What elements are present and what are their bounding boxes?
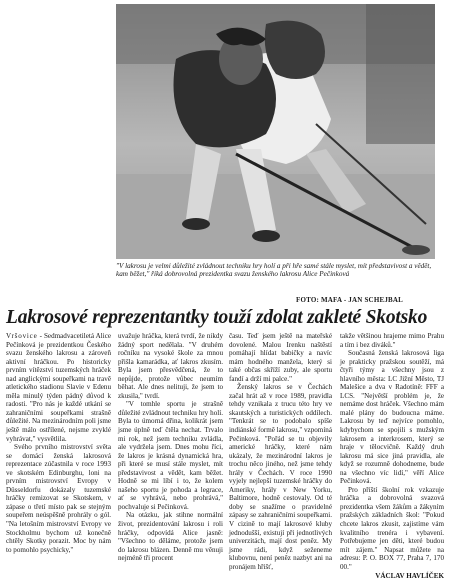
article-column-3 bbox=[229, 332, 332, 571]
article-column-2 bbox=[118, 332, 223, 563]
lacrosse-photo bbox=[116, 4, 435, 259]
photo-credit: FOTO: MAFA - JAN SCHEJBAL bbox=[296, 296, 404, 304]
lacrosse-players-image bbox=[116, 4, 435, 259]
paragraph: Ženský lakros se v Čechách začal hrát až v roce 1989, pravidla tehdy vznikala z trucu této hry ve skautských a turistických oddílech. "Tenkrát se to podobalo spíše indiánské formě lakrosu," vzpomíná Pečinková. "Pořád se tu objevily americké hráčky, které nám ukázaly, že mezinárodní lakros je trochu něco jiného, než jsme tehdy hrály v Čechách. V roce 1990 vyjely nejlepší tuzemské hráčky do Ameriky, hrály v New Yorku, Baltimore, hodně cestovaly. Od té doby se snažíme o pravidelné zápasy se zahraničními soupeřkami. V cizině to mají lakrosové kluby jednodušší, existují při jednotlivých univerzitách, mají dost peněz. My jsme rádi, když seženeme klubovnu, není peněz nazbyt ani na pronájem hřišť, bbox=[229, 383, 332, 571]
dateline: Vršovice bbox=[6, 332, 38, 340]
article-headline: Lakrosové reprezentantky touží zdolat zakleté Skotsko bbox=[6, 307, 428, 328]
article-author: VÁCLAV HAVLÍČEK bbox=[375, 572, 444, 581]
paragraph: Současná ženská lakrosová liga je prakticky pražskou soutěží, má čtyři týmy a všechny jsou z hlavního města: LC Jižní Město, TJ Malešice a dva v Radotíně: FFF a LCS. "Největší problém je, že nemáme dost hráček. Všechno mám malé plány do budoucna máme. Lakrosu by teď nejvíce pomohlo, kdybychom se spojili s mužským lakrosem a interkrosem, který se hraje v tělocvičně. Každý druh lakrosu má sice jiná pravidla, ale když se rozumně dohodneme, bude na všechno víc lidí," věří Alice Pečinková. bbox=[340, 349, 444, 486]
left-margin-blank bbox=[0, 0, 110, 300]
article-column-1 bbox=[6, 332, 111, 554]
paragraph: takže většinou hrajeme mimo Prahu a tím i bez diváků." bbox=[340, 332, 444, 349]
paragraph-text: - Sedmadvacetiletá Alice Pečínková je prezidentkou Českého svazu ženského lakrosu a zároveň aktivní hráčkou. Po historicky prvním vítězství tuzemských hráček nad anglickými soupeřkami na travě atletického stadionu Slavie v Edenu měla minulý týden pádný důvod k radosti. "Pro nás je každé utkání se zahraničními soupeřkami strašně důležité. Na mezinárodním poli jsme ještě málo ostřílené, nejsme zvyklé vyhrávat," vysvětlila. bbox=[6, 332, 111, 443]
paragraph bbox=[6, 332, 111, 443]
paragraph: času. Teď jsem ještě na mateřské dovolené. Malou Irenku naštěstí pomáhají hlídat babičky a navíc mám hodného manžela, který si také občas skříží zuby, ale sportu fandí a drží mi palce." bbox=[229, 332, 332, 383]
paragraph: Svého prvního mistrovství světa se domácí ženská lakrosová reprezentace zúčastnila v roce 1993 ve skotském Edinburghu, loni na prvním mistrovství Evropy v Düsseldorfu dokázaly tuzemské hráčky remizovat se Skotskem, v zápase o třetí místo pak se stejným soupeřem neúspěšně prohrály o gól. "Na letošním mistrovství Evropy ve Stockholmu bychom už konečně chtěly Skotky porazit. Moc by nám to pomohlo psychicky," bbox=[6, 443, 111, 554]
paragraph: Na otázku, jak stihne normální život, prezidentování lakrosu i roli hráčky, odpovídá Alice jasně: "Všechno to děláme, protože jsem do lakrosu blázen. Denně mu věnuji nejméně tři procent bbox=[118, 511, 223, 563]
paragraph: uvažuje hráčka, která tvrdí, že nikdy žádný sport nedělala. "V druhém ročníku na vysoké škole za mnou přišla kamarádka, ať lakros zkusím. Byla jsem přesvědčená, že to nepůjde, protože vůbec neumím běhat. Ale dnes nelituji, že jsem to zkusila," tvrdí. bbox=[118, 332, 223, 400]
paragraph: "V tomhle sportu je strašně důležité zvládnout techniku hry holí. Byla to úmorná dřina, kolikrát jsem jsme úplně teď čtěla nechat. Trvalo mi rok, než jsem techniku zvládla, ale vydržela jsem. Dnes mohu říci, že lakros je krásná dynamická hra, při které se musí stále myslet, mít představivost a vědět, kam běžet. Hodně se mi líbí i to, že kolem našeho sportu je pohoda a legrace, ať se vyhrává, nebo prohrává," pochvaluje si Pečinková. bbox=[118, 400, 223, 511]
photo-caption: "V lakrosu je velmi důležité zvládnout techniku hry holí a při hře samé stále myslet, mít představivost a vědět, kam běžet," říká dobrovolná prezidentka svazu ženského lakrosu Alice Pečinková bbox=[116, 262, 432, 279]
article-column-4 bbox=[340, 332, 444, 581]
paragraph: Pro příští školní rok vzkazuje hráčka a dobrovolná svazová prezidentka všem žákům a žákyním pražských základních škol: "Pokud chcete lakros zkusit, zajistíme vám kvalitního trenéra i vybavení. Potřebujeme jen děti, které budou mít zájem." Napsat můžete na adresu: P. O. BOX 77, Praha 7, 170 00." bbox=[340, 485, 444, 571]
